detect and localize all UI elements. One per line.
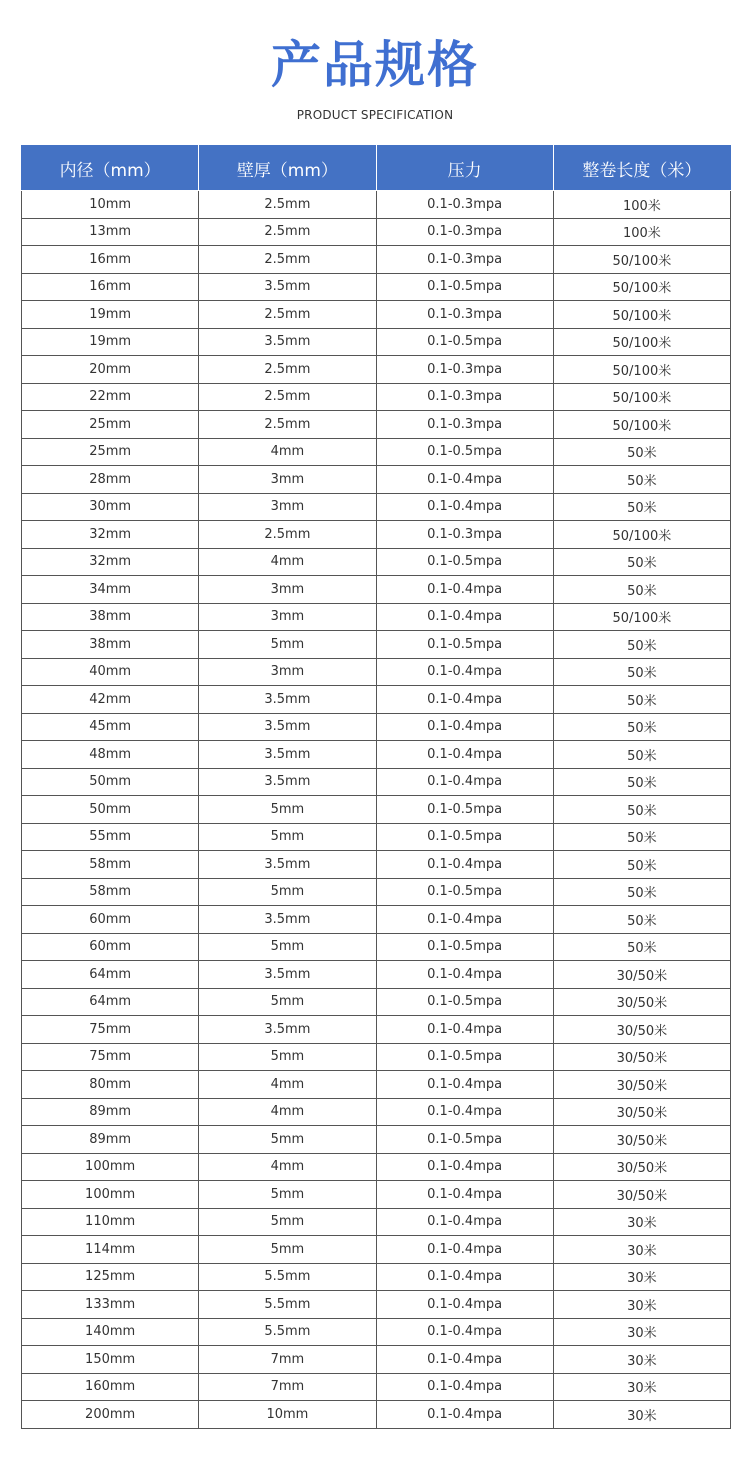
cell-roll-length: 30米 — [553, 1208, 730, 1236]
table-row — [22, 466, 731, 494]
cell-roll-length: 30米 — [553, 1236, 730, 1264]
table-row — [22, 988, 731, 1016]
cell-roll-length: 50/100米 — [553, 273, 730, 301]
table-row — [22, 851, 731, 879]
table-row — [22, 768, 731, 796]
cell-wall-thickness: 7mm — [199, 1346, 376, 1374]
cell-roll-length: 30/50米 — [553, 1043, 730, 1071]
table-row — [22, 548, 731, 576]
cell-inner-diameter: 55mm — [22, 823, 199, 851]
cell-roll-length: 50米 — [553, 548, 730, 576]
cell-inner-diameter: 110mm — [22, 1208, 199, 1236]
cell-roll-length: 30米 — [553, 1401, 730, 1429]
cell-roll-length: 100米 — [553, 218, 730, 246]
cell-inner-diameter: 32mm — [22, 548, 199, 576]
cell-inner-diameter: 89mm — [22, 1126, 199, 1154]
cell-inner-diameter: 20mm — [22, 356, 199, 384]
cell-inner-diameter: 100mm — [22, 1181, 199, 1209]
table-row — [22, 356, 731, 384]
cell-roll-length: 50/100米 — [553, 356, 730, 384]
cell-pressure: 0.1-0.5mpa — [376, 878, 553, 906]
cell-wall-thickness: 4mm — [199, 1098, 376, 1126]
cell-wall-thickness: 2.5mm — [199, 383, 376, 411]
cell-roll-length: 50米 — [553, 438, 730, 466]
cell-wall-thickness: 3mm — [199, 576, 376, 604]
cell-pressure: 0.1-0.4mpa — [376, 1016, 553, 1044]
cell-pressure: 0.1-0.4mpa — [376, 1098, 553, 1126]
cell-inner-diameter: 38mm — [22, 631, 199, 659]
table-row — [22, 328, 731, 356]
cell-pressure: 0.1-0.4mpa — [376, 1236, 553, 1264]
cell-pressure: 0.1-0.3mpa — [376, 301, 553, 329]
table-row — [22, 933, 731, 961]
cell-inner-diameter: 58mm — [22, 851, 199, 879]
table-row — [22, 1401, 731, 1429]
table-row — [22, 1236, 731, 1264]
table-row — [22, 301, 731, 329]
cell-inner-diameter: 125mm — [22, 1263, 199, 1291]
cell-wall-thickness: 5mm — [199, 823, 376, 851]
cell-inner-diameter: 34mm — [22, 576, 199, 604]
cell-inner-diameter: 60mm — [22, 933, 199, 961]
cell-wall-thickness: 5mm — [199, 988, 376, 1016]
cell-wall-thickness: 2.5mm — [199, 521, 376, 549]
cell-inner-diameter: 30mm — [22, 493, 199, 521]
cell-wall-thickness: 5.5mm — [199, 1263, 376, 1291]
cell-roll-length: 50米 — [553, 576, 730, 604]
cell-wall-thickness: 3mm — [199, 603, 376, 631]
cell-wall-thickness: 3.5mm — [199, 273, 376, 301]
table-row — [22, 1126, 731, 1154]
cell-pressure: 0.1-0.4mpa — [376, 851, 553, 879]
cell-wall-thickness: 5mm — [199, 1208, 376, 1236]
cell-pressure: 0.1-0.5mpa — [376, 328, 553, 356]
cell-pressure: 0.1-0.4mpa — [376, 1318, 553, 1346]
table-row — [22, 741, 731, 769]
cell-inner-diameter: 13mm — [22, 218, 199, 246]
cell-wall-thickness: 3.5mm — [199, 851, 376, 879]
cell-inner-diameter: 75mm — [22, 1043, 199, 1071]
cell-wall-thickness: 5.5mm — [199, 1318, 376, 1346]
table-row — [22, 686, 731, 714]
table-row — [22, 1291, 731, 1319]
table-row — [22, 1071, 731, 1099]
cell-pressure: 0.1-0.4mpa — [376, 1153, 553, 1181]
cell-roll-length: 30/50米 — [553, 1098, 730, 1126]
cell-inner-diameter: 38mm — [22, 603, 199, 631]
cell-inner-diameter: 25mm — [22, 411, 199, 439]
cell-pressure: 0.1-0.4mpa — [376, 686, 553, 714]
cell-roll-length: 50米 — [553, 741, 730, 769]
cell-roll-length: 30/50米 — [553, 1071, 730, 1099]
cell-wall-thickness: 5mm — [199, 796, 376, 824]
table-row — [22, 383, 731, 411]
cell-inner-diameter: 140mm — [22, 1318, 199, 1346]
cell-roll-length: 50米 — [553, 658, 730, 686]
cell-wall-thickness: 3mm — [199, 658, 376, 686]
table-row — [22, 493, 731, 521]
table-row — [22, 1263, 731, 1291]
table-row — [22, 521, 731, 549]
cell-roll-length: 30/50米 — [553, 1126, 730, 1154]
cell-roll-length: 50/100米 — [553, 411, 730, 439]
cell-inner-diameter: 48mm — [22, 741, 199, 769]
table-row — [22, 1181, 731, 1209]
cell-roll-length: 50米 — [553, 631, 730, 659]
cell-roll-length: 30/50米 — [553, 1181, 730, 1209]
cell-wall-thickness: 7mm — [199, 1373, 376, 1401]
cell-roll-length: 50米 — [553, 878, 730, 906]
spec-table — [21, 145, 731, 1429]
table-row — [22, 961, 731, 989]
cell-inner-diameter: 100mm — [22, 1153, 199, 1181]
table-row — [22, 658, 731, 686]
table-row — [22, 411, 731, 439]
cell-pressure: 0.1-0.3mpa — [376, 356, 553, 384]
cell-roll-length: 50米 — [553, 466, 730, 494]
cell-inner-diameter: 89mm — [22, 1098, 199, 1126]
cell-pressure: 0.1-0.4mpa — [376, 1071, 553, 1099]
cell-roll-length: 50/100米 — [553, 301, 730, 329]
cell-pressure: 0.1-0.3mpa — [376, 383, 553, 411]
cell-roll-length: 50米 — [553, 823, 730, 851]
column-header-pressure: 压力 — [376, 146, 553, 191]
cell-roll-length: 30/50米 — [553, 988, 730, 1016]
table-row — [22, 603, 731, 631]
cell-inner-diameter: 80mm — [22, 1071, 199, 1099]
cell-wall-thickness: 3.5mm — [199, 1016, 376, 1044]
cell-roll-length: 30米 — [553, 1318, 730, 1346]
table-row — [22, 1153, 731, 1181]
cell-pressure: 0.1-0.4mpa — [376, 961, 553, 989]
cell-inner-diameter: 50mm — [22, 768, 199, 796]
table-row — [22, 1043, 731, 1071]
cell-roll-length: 50/100米 — [553, 521, 730, 549]
cell-wall-thickness: 3mm — [199, 466, 376, 494]
cell-pressure: 0.1-0.5mpa — [376, 823, 553, 851]
cell-pressure: 0.1-0.4mpa — [376, 1181, 553, 1209]
cell-wall-thickness: 4mm — [199, 548, 376, 576]
cell-wall-thickness: 4mm — [199, 1071, 376, 1099]
cell-inner-diameter: 60mm — [22, 906, 199, 934]
table-row — [22, 273, 731, 301]
table-row — [22, 1098, 731, 1126]
cell-roll-length: 50/100米 — [553, 603, 730, 631]
cell-wall-thickness: 4mm — [199, 1153, 376, 1181]
cell-roll-length: 50米 — [553, 933, 730, 961]
cell-roll-length: 30米 — [553, 1263, 730, 1291]
cell-inner-diameter: 25mm — [22, 438, 199, 466]
table-row — [22, 576, 731, 604]
cell-roll-length: 30米 — [553, 1346, 730, 1374]
cell-inner-diameter: 22mm — [22, 383, 199, 411]
cell-roll-length: 30米 — [553, 1373, 730, 1401]
cell-roll-length: 50米 — [553, 851, 730, 879]
table-row — [22, 906, 731, 934]
cell-wall-thickness: 3.5mm — [199, 741, 376, 769]
cell-pressure: 0.1-0.3mpa — [376, 191, 553, 219]
cell-inner-diameter: 200mm — [22, 1401, 199, 1429]
cell-wall-thickness: 3.5mm — [199, 686, 376, 714]
cell-roll-length: 50米 — [553, 493, 730, 521]
cell-pressure: 0.1-0.4mpa — [376, 713, 553, 741]
cell-inner-diameter: 64mm — [22, 961, 199, 989]
cell-roll-length: 50米 — [553, 713, 730, 741]
table-row — [22, 438, 731, 466]
cell-roll-length: 50/100米 — [553, 328, 730, 356]
cell-pressure: 0.1-0.4mpa — [376, 906, 553, 934]
spec-table-header — [22, 146, 731, 191]
cell-roll-length: 30米 — [553, 1291, 730, 1319]
cell-wall-thickness: 5mm — [199, 1043, 376, 1071]
cell-inner-diameter: 40mm — [22, 658, 199, 686]
cell-pressure: 0.1-0.4mpa — [376, 741, 553, 769]
cell-inner-diameter: 58mm — [22, 878, 199, 906]
spec-table-body — [22, 191, 731, 1429]
table-row — [22, 1208, 731, 1236]
cell-pressure: 0.1-0.4mpa — [376, 768, 553, 796]
cell-roll-length: 30/50米 — [553, 1153, 730, 1181]
cell-roll-length: 100米 — [553, 191, 730, 219]
cell-wall-thickness: 3.5mm — [199, 768, 376, 796]
cell-inner-diameter: 32mm — [22, 521, 199, 549]
cell-inner-diameter: 133mm — [22, 1291, 199, 1319]
cell-wall-thickness: 2.5mm — [199, 246, 376, 274]
cell-wall-thickness: 5mm — [199, 631, 376, 659]
cell-pressure: 0.1-0.5mpa — [376, 548, 553, 576]
cell-pressure: 0.1-0.4mpa — [376, 1263, 553, 1291]
cell-pressure: 0.1-0.3mpa — [376, 411, 553, 439]
cell-wall-thickness: 5mm — [199, 1236, 376, 1264]
cell-pressure: 0.1-0.4mpa — [376, 1401, 553, 1429]
cell-pressure: 0.1-0.4mpa — [376, 1373, 553, 1401]
cell-wall-thickness: 10mm — [199, 1401, 376, 1429]
cell-pressure: 0.1-0.3mpa — [376, 246, 553, 274]
cell-pressure: 0.1-0.5mpa — [376, 1126, 553, 1154]
table-row — [22, 1346, 731, 1374]
cell-pressure: 0.1-0.3mpa — [376, 218, 553, 246]
cell-inner-diameter: 75mm — [22, 1016, 199, 1044]
cell-wall-thickness: 5.5mm — [199, 1291, 376, 1319]
table-row — [22, 713, 731, 741]
cell-wall-thickness: 5mm — [199, 933, 376, 961]
cell-pressure: 0.1-0.3mpa — [376, 521, 553, 549]
page-subtitle: PRODUCT SPECIFICATION — [296, 108, 454, 122]
cell-inner-diameter: 16mm — [22, 273, 199, 301]
cell-pressure: 0.1-0.4mpa — [376, 1346, 553, 1374]
table-row — [22, 878, 731, 906]
table-row — [22, 218, 731, 246]
cell-pressure: 0.1-0.4mpa — [376, 466, 553, 494]
cell-wall-thickness: 2.5mm — [199, 356, 376, 384]
cell-wall-thickness: 3.5mm — [199, 961, 376, 989]
table-row — [22, 1318, 731, 1346]
cell-pressure: 0.1-0.5mpa — [376, 631, 553, 659]
cell-pressure: 0.1-0.4mpa — [376, 493, 553, 521]
table-row — [22, 1373, 731, 1401]
cell-pressure: 0.1-0.5mpa — [376, 273, 553, 301]
cell-pressure: 0.1-0.5mpa — [376, 1043, 553, 1071]
cell-wall-thickness: 2.5mm — [199, 301, 376, 329]
cell-inner-diameter: 42mm — [22, 686, 199, 714]
table-row — [22, 246, 731, 274]
cell-wall-thickness: 5mm — [199, 878, 376, 906]
table-row — [22, 823, 731, 851]
table-row — [22, 191, 731, 219]
cell-wall-thickness: 3mm — [199, 493, 376, 521]
cell-pressure: 0.1-0.5mpa — [376, 988, 553, 1016]
column-header-wall-thickness: 壁厚（mm） — [199, 146, 376, 191]
cell-roll-length: 50米 — [553, 906, 730, 934]
cell-pressure: 0.1-0.4mpa — [376, 658, 553, 686]
cell-inner-diameter: 114mm — [22, 1236, 199, 1264]
cell-pressure: 0.1-0.4mpa — [376, 1291, 553, 1319]
cell-pressure: 0.1-0.4mpa — [376, 576, 553, 604]
header-row — [22, 146, 731, 191]
cell-pressure: 0.1-0.5mpa — [376, 796, 553, 824]
table-row — [22, 631, 731, 659]
table-row — [22, 1016, 731, 1044]
cell-inner-diameter: 16mm — [22, 246, 199, 274]
cell-pressure: 0.1-0.4mpa — [376, 1208, 553, 1236]
cell-inner-diameter: 10mm — [22, 191, 199, 219]
cell-roll-length: 50/100米 — [553, 246, 730, 274]
cell-roll-length: 50米 — [553, 768, 730, 796]
cell-inner-diameter: 28mm — [22, 466, 199, 494]
cell-wall-thickness: 5mm — [199, 1126, 376, 1154]
cell-wall-thickness: 4mm — [199, 438, 376, 466]
cell-pressure: 0.1-0.5mpa — [376, 933, 553, 961]
table-row — [22, 796, 731, 824]
cell-pressure: 0.1-0.5mpa — [376, 438, 553, 466]
cell-inner-diameter: 50mm — [22, 796, 199, 824]
cell-inner-diameter: 150mm — [22, 1346, 199, 1374]
column-header-inner-diameter: 内径（mm） — [22, 146, 199, 191]
column-header-roll-length: 整卷长度（米） — [553, 146, 730, 191]
cell-wall-thickness: 5mm — [199, 1181, 376, 1209]
cell-wall-thickness: 3.5mm — [199, 906, 376, 934]
cell-wall-thickness: 3.5mm — [199, 328, 376, 356]
cell-inner-diameter: 19mm — [22, 301, 199, 329]
cell-inner-diameter: 19mm — [22, 328, 199, 356]
cell-wall-thickness: 2.5mm — [199, 218, 376, 246]
page-title: 产品规格 — [271, 36, 479, 94]
cell-roll-length: 30/50米 — [553, 961, 730, 989]
cell-inner-diameter: 45mm — [22, 713, 199, 741]
cell-wall-thickness: 2.5mm — [199, 411, 376, 439]
cell-pressure: 0.1-0.4mpa — [376, 603, 553, 631]
cell-inner-diameter: 64mm — [22, 988, 199, 1016]
cell-roll-length: 30/50米 — [553, 1016, 730, 1044]
cell-roll-length: 50米 — [553, 796, 730, 824]
cell-wall-thickness: 2.5mm — [199, 191, 376, 219]
cell-wall-thickness: 3.5mm — [199, 713, 376, 741]
cell-roll-length: 50/100米 — [553, 383, 730, 411]
cell-roll-length: 50米 — [553, 686, 730, 714]
cell-inner-diameter: 160mm — [22, 1373, 199, 1401]
